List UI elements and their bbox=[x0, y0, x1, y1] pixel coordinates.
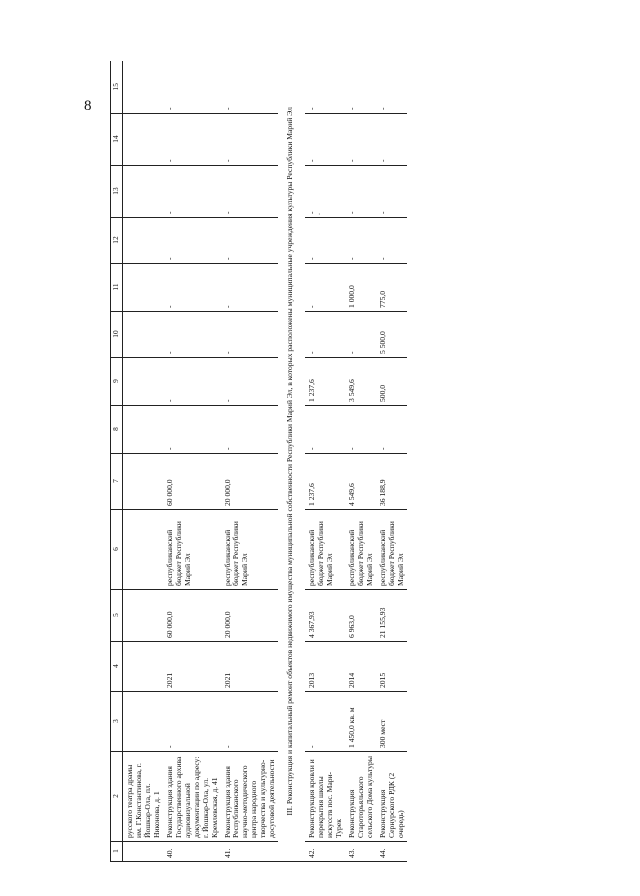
column-header-10: 10 bbox=[111, 312, 123, 358]
cell-col-7: 60 000,0 bbox=[163, 454, 221, 510]
cell-col-7: 1 237,6 bbox=[305, 454, 345, 510]
cell-col-5 bbox=[123, 590, 163, 642]
cell-col-9 bbox=[123, 358, 163, 406]
cell-col-3: - bbox=[221, 692, 279, 752]
cell-col-8: - bbox=[221, 406, 279, 454]
cell-col-9: 1 237,6 bbox=[305, 358, 345, 406]
table-row bbox=[163, 62, 221, 862]
page-number: 8 bbox=[84, 98, 92, 114]
cell-col-14: - bbox=[221, 114, 279, 166]
cell-col-10: - bbox=[305, 312, 345, 358]
cell-col-11: 775,0 bbox=[376, 264, 407, 312]
cell-col-5: 4 367,93 bbox=[305, 590, 345, 642]
column-header-7: 7 bbox=[111, 454, 123, 510]
cell-col-4: 2014 bbox=[345, 642, 376, 692]
scan-speck: · bbox=[318, 210, 321, 219]
cell-col-8: - bbox=[345, 406, 376, 454]
cell-col-9: - bbox=[221, 358, 279, 406]
section-title: III. Реконструкция и капитальный ремонт объектов недвижимого имущества муниципальной собственности Республики Марий Эл, в которых расположены муниципальные учреждения культуры Республики Марий Эл bbox=[278, 62, 305, 862]
cell-col-9: 500,0 bbox=[376, 358, 407, 406]
cell-col-8: - bbox=[305, 406, 345, 454]
cell-col-8 bbox=[123, 406, 163, 454]
cell-col-5: 20 000,0 bbox=[221, 590, 279, 642]
cell-col-13: - bbox=[221, 166, 279, 218]
cell-col-6: республиканский бюджет Республики Марий Эл bbox=[345, 510, 376, 590]
table-row bbox=[345, 62, 376, 862]
cell-col-13: - bbox=[163, 166, 221, 218]
cell-col-14: - bbox=[345, 114, 376, 166]
cell-col-10 bbox=[123, 312, 163, 358]
cell-col-14: - bbox=[305, 114, 345, 166]
cell-col-6: республиканский бюджет Республики Марий Эл bbox=[376, 510, 407, 590]
cell-col-6 bbox=[123, 510, 163, 590]
cell-col-15: - bbox=[305, 62, 345, 114]
cell-col-4: 2021 bbox=[221, 642, 279, 692]
cell-col-11: - bbox=[221, 264, 279, 312]
cell-col-2: Реконструкция кровли и перекрытия школы искусств пос. Мари-Турек bbox=[305, 752, 345, 842]
cell-col-4: 2013 bbox=[305, 642, 345, 692]
cell-col-13: - bbox=[305, 166, 345, 218]
cell-col-5: 21 155,93 bbox=[376, 590, 407, 642]
cell-col-8: - bbox=[376, 406, 407, 454]
rotated-table-container bbox=[110, 62, 512, 862]
cell-col-10: - bbox=[221, 312, 279, 358]
cell-col-3 bbox=[123, 692, 163, 752]
column-header-14: 14 bbox=[111, 114, 123, 166]
cell-col-10: 5 500,0 bbox=[376, 312, 407, 358]
cell-col-12: - bbox=[305, 218, 345, 264]
cell-col-14: - bbox=[163, 114, 221, 166]
cell-col-1: 44. bbox=[376, 842, 407, 862]
cell-col-12: - bbox=[163, 218, 221, 264]
cell-col-1 bbox=[123, 842, 163, 862]
cell-col-11: - bbox=[305, 264, 345, 312]
cell-col-2: Реконструкция здания Республиканского научно-методического центра народного творчества и культурно-досуговой деятельности bbox=[221, 752, 279, 842]
column-header-9: 9 bbox=[111, 358, 123, 406]
cell-col-2: русского театра драмы им. Г.Константинова, г. Йошкар-Ола, пл. Никонова, д. 1 bbox=[123, 752, 163, 842]
cell-col-13: - bbox=[345, 166, 376, 218]
column-header-12: 12 bbox=[111, 218, 123, 264]
cell-col-1: 41. bbox=[221, 842, 279, 862]
cell-col-14: - bbox=[376, 114, 407, 166]
column-header-6: 6 bbox=[111, 510, 123, 590]
cell-col-6: республиканский бюджет Республики Марий Эл bbox=[221, 510, 279, 590]
cell-col-2: Реконструкция здания Государственного архива аудиовизуальной документации по адресу: г. Йошкар-Ола, ул. Кремлевская, д. 41 bbox=[163, 752, 221, 842]
column-header-5: 5 bbox=[111, 590, 123, 642]
cell-col-15: - bbox=[221, 62, 279, 114]
cell-col-2: Реконструкция Старотoрьяльского сельского Дома культуры bbox=[345, 752, 376, 842]
cell-col-10: - bbox=[163, 312, 221, 358]
table-row bbox=[221, 62, 279, 862]
section-row bbox=[278, 62, 305, 862]
cell-col-15 bbox=[123, 62, 163, 114]
cell-col-2: Реконструкция Сернурского РДК (2 очередь) bbox=[376, 752, 407, 842]
column-header-2: 2 bbox=[111, 752, 123, 842]
cell-col-11: 1 000,0 bbox=[345, 264, 376, 312]
table-row bbox=[305, 62, 345, 862]
cell-col-4 bbox=[123, 642, 163, 692]
cell-col-11 bbox=[123, 264, 163, 312]
cell-col-1: 40. bbox=[163, 842, 221, 862]
cell-col-12 bbox=[123, 218, 163, 264]
cell-col-3: 1 450,0 кв. м bbox=[345, 692, 376, 752]
cell-col-15: - bbox=[163, 62, 221, 114]
column-header-15: 15 bbox=[111, 62, 123, 114]
cell-col-12: - bbox=[376, 218, 407, 264]
cell-col-13: - bbox=[376, 166, 407, 218]
cell-col-9: 3 549,6 bbox=[345, 358, 376, 406]
column-header-1: 1 bbox=[111, 842, 123, 862]
cell-col-8: - bbox=[163, 406, 221, 454]
cell-col-7 bbox=[123, 454, 163, 510]
cell-col-1: 42. bbox=[305, 842, 345, 862]
cell-col-4: 2015 bbox=[376, 642, 407, 692]
header-row bbox=[111, 62, 123, 862]
cell-col-3: 300 мест bbox=[376, 692, 407, 752]
cell-col-15: - bbox=[345, 62, 376, 114]
cell-col-12: - bbox=[221, 218, 279, 264]
cell-col-13 bbox=[123, 166, 163, 218]
cell-col-12: - bbox=[345, 218, 376, 264]
cell-col-7: 4 549,6 bbox=[345, 454, 376, 510]
column-header-3: 3 bbox=[111, 692, 123, 752]
cell-col-5: 6 963,0 bbox=[345, 590, 376, 642]
cell-col-7: 20 000,0 bbox=[221, 454, 279, 510]
cell-col-6: республиканский бюджет Республики Марий Эл bbox=[305, 510, 345, 590]
cell-col-4: 2021 bbox=[163, 642, 221, 692]
budget-table bbox=[110, 62, 407, 863]
table-row bbox=[123, 62, 163, 862]
column-header-8: 8 bbox=[111, 406, 123, 454]
cell-col-3: - bbox=[305, 692, 345, 752]
cell-col-11: - bbox=[163, 264, 221, 312]
cell-col-3: - bbox=[163, 692, 221, 752]
cell-col-6: республиканский бюджет Республики Марий Эл bbox=[163, 510, 221, 590]
column-header-13: 13 bbox=[111, 166, 123, 218]
cell-col-1: 43. bbox=[345, 842, 376, 862]
cell-col-14 bbox=[123, 114, 163, 166]
table-row bbox=[376, 62, 407, 862]
cell-col-9: - bbox=[163, 358, 221, 406]
column-header-11: 11 bbox=[111, 264, 123, 312]
cell-col-5: 60 000,0 bbox=[163, 590, 221, 642]
cell-col-7: 36 188,9 bbox=[376, 454, 407, 510]
cell-col-10: - bbox=[345, 312, 376, 358]
column-header-4: 4 bbox=[111, 642, 123, 692]
cell-col-15: - bbox=[376, 62, 407, 114]
